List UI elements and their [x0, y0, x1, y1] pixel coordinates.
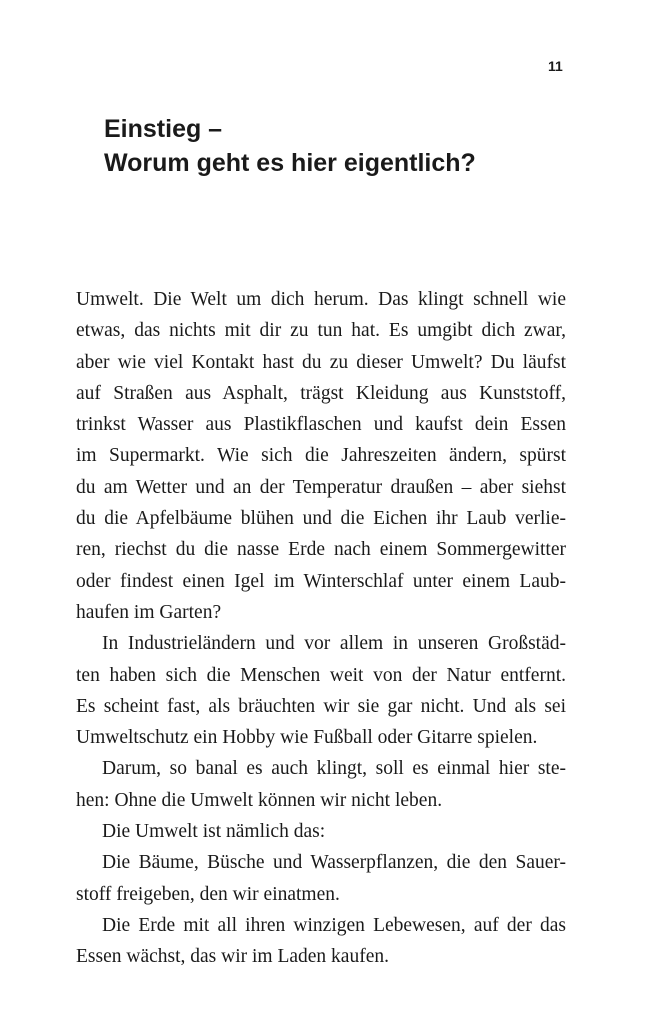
paragraph	[76, 628, 566, 753]
text-line: stoff freigeben, den wir einatmen.	[76, 883, 340, 905]
paragraph	[76, 284, 566, 628]
text-line: oder findest einen Igel im Winterschlaf unter einem Laub-	[76, 570, 566, 592]
paragraph	[76, 816, 566, 847]
text-line: Umwelt. Die Welt um dich herum. Das klingt schnell wie	[76, 289, 566, 310]
chapter-heading	[104, 112, 476, 180]
paragraph	[76, 753, 566, 816]
text-line: auf Straßen aus Asphalt, trägst Kleidung aus Kunststoff,	[76, 382, 566, 404]
text-line: ten haben sich die Menschen weit von der Natur entfernt.	[76, 664, 566, 686]
text-line: Die Bäume, Büsche und Wasserpflanzen, die den Sauer-	[102, 852, 566, 874]
text-line: In Industrieländern und vor allem in unseren Großstäd-	[102, 633, 566, 655]
text-line: Die Erde mit all ihren winzigen Lebewesen, auf der das	[102, 914, 566, 936]
page-number: 11	[548, 58, 563, 74]
text-line: hen: Ohne die Umwelt können wir nicht leben.	[76, 789, 443, 811]
text-line: Es scheint fast, als bräuchten wir sie gar nicht. Und als sei	[76, 695, 566, 717]
text-line: trinkst Wasser aus Plastikflaschen und kaufst dein Essen	[76, 414, 566, 436]
text-line: haufen im Garten?	[76, 601, 222, 623]
text-line: Die Umwelt ist nämlich das:	[102, 821, 326, 843]
chapter-heading-line-1: Einstieg –	[104, 115, 223, 143]
text-line: Darum, so banal es auch klingt, soll es einmal hier ste-	[102, 758, 566, 780]
text-line: du die Apfelbäume blühen und die Eichen ihr Laub verlie-	[76, 508, 566, 530]
chapter-heading-line-2: Worum geht es hier eigentlich?	[104, 149, 476, 177]
paragraph	[76, 910, 566, 973]
paragraph	[76, 847, 566, 910]
text-line: aber wie viel Kontakt hast du zu dieser Umwelt? Du läufst	[76, 351, 566, 373]
text-line: Umweltschutz ein Hobby wie Fußball oder Gitarre spielen.	[76, 727, 538, 749]
text-line: du am Wetter und an der Temperatur draußen – aber siehst	[76, 476, 566, 498]
text-line: im Supermarkt. Wie sich die Jahreszeiten ändern, spürst	[76, 445, 566, 467]
text-line: etwas, das nichts mit dir zu tun hat. Es umgibt dich zwar,	[76, 320, 566, 342]
text-line: ren, riechst du die nasse Erde nach einem Sommergewitter	[76, 539, 566, 561]
text-line: Essen wächst, das wir im Laden kaufen.	[76, 946, 389, 968]
body-text	[76, 284, 566, 973]
